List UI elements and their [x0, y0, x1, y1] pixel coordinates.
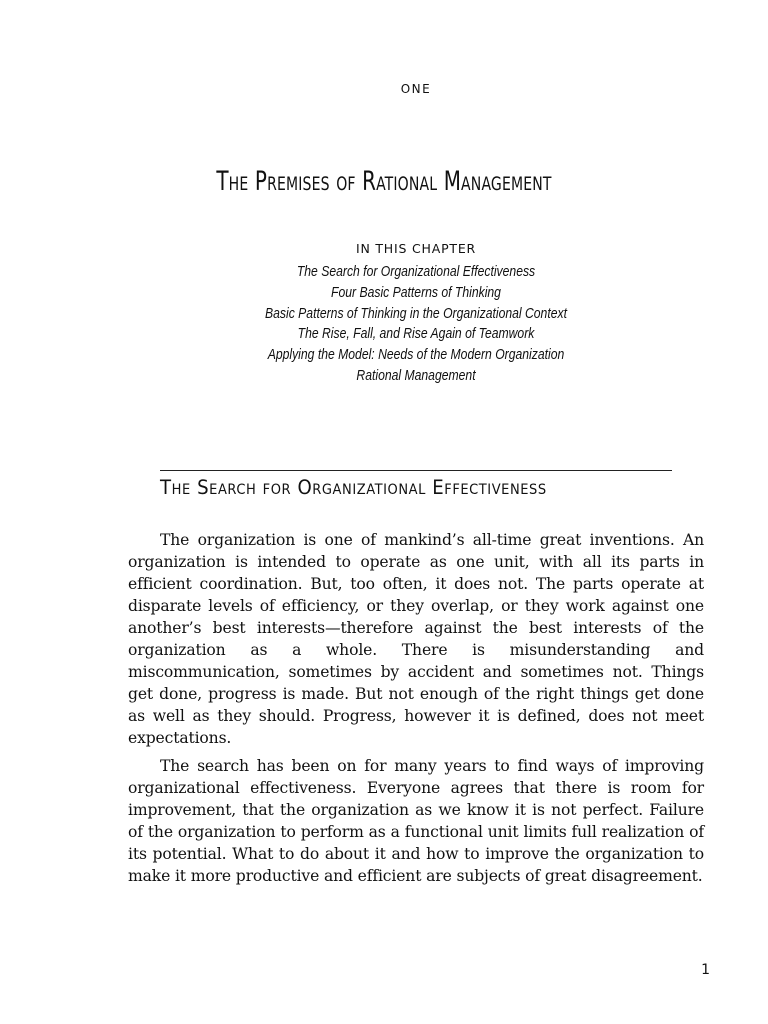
chapter-contents-list — [32, 262, 768, 387]
paragraph: The organization is one of mankind’s all-time great inventions. An organization is intended to operate as one unit, with all its parts in efficient coordination. But, too often, it does not. The parts operate at disparate levels of efficiency, or they overlap, or they work against one another’s best interests—therefore against the best interests of the organization as a whole. There is misunderstanding and miscommunication, sometimes by accident and sometimes not. Things get done, progress is made. But not enough of the right things get done as well as they should. Progress, however it is defined, does not meet expectations. — [128, 531, 704, 747]
page-number: 1 — [701, 962, 710, 978]
chapter-contents-item: The Search for Organizational Effectiveness — [296, 264, 536, 280]
chapter-title: The Premises of Rational Management — [216, 166, 552, 197]
chapter-contents-item: Rational Management — [356, 367, 476, 384]
in-this-chapter — [32, 241, 768, 387]
chapter-contents-item: The Rise, Fall, and Rise Again of Teamwork — [297, 326, 535, 343]
section-divider — [160, 470, 672, 471]
chapter-contents-item: Applying the Model: Needs of the Modern Organization — [267, 347, 565, 364]
chapter-number: ONE — [400, 82, 432, 96]
paragraph: The search has been on for many years to find ways of improving organizational effectiveness. Everyone agrees that there is room for improvement, that the organization as we know it is not perfect. Failure of the organization to perform as a functional unit limits full realization of its potential. What to do about it and how to improve the organization to make it more productive and efficient are subjects of great disagreement. — [128, 757, 704, 885]
body-text — [128, 529, 704, 893]
chapter-contents-item: Basic Patterns of Thinking in the Organizational Context — [265, 305, 567, 322]
in-this-chapter-label: IN THIS CHAPTER — [355, 241, 477, 256]
section-heading: The Search for Organizational Effectiveness — [160, 476, 547, 499]
chapter-contents-item: Four Basic Patterns of Thinking — [331, 284, 501, 301]
